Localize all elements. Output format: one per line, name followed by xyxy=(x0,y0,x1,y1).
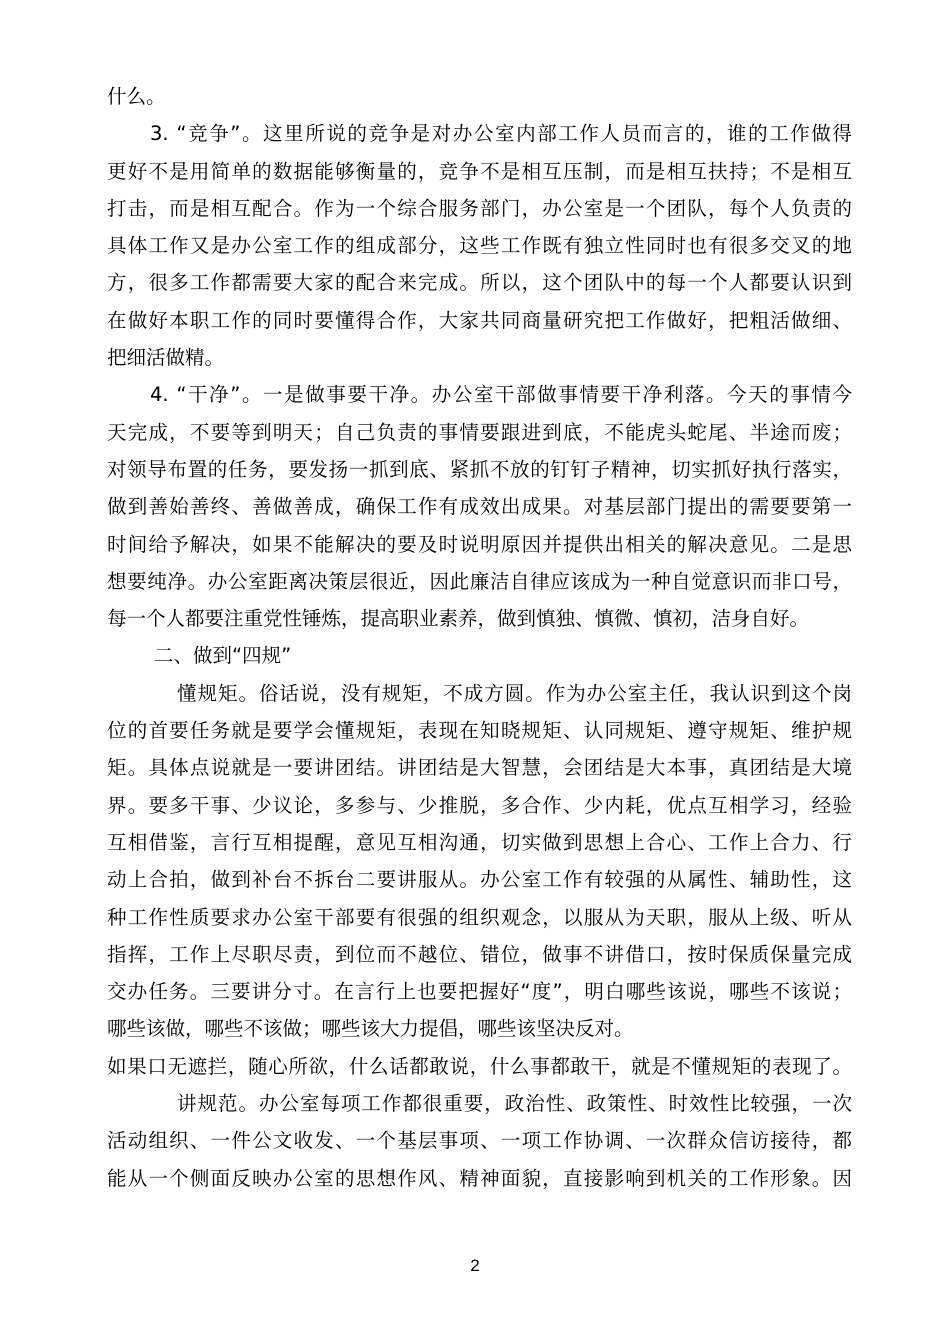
body-text xyxy=(107,78,852,1197)
page-number: 2 xyxy=(470,1256,480,1275)
text-line: 交办任务。三要讲分寸。在言行上也要把握好“度”，明白哪些该说，哪些不该说； xyxy=(107,980,852,1004)
text-line: 具体工作又是办公室工作的组成部分，这些工作既有独立性同时也有很多交叉的地 xyxy=(107,234,852,258)
text-line: 矩。具体点说就是一要讲团结。讲团结是大智慧，会团结是大本事，真团结是大境 xyxy=(107,756,852,780)
text-line: 做到善始善终、善做善成，确保工作有成效出成果。对基层部门提出的需要要第一 xyxy=(107,495,852,519)
text-line: 把细活做精。 xyxy=(107,346,225,370)
text-line: 位的首要任务就是要学会懂规矩，表现在知晓规矩、认同规矩、遵守规矩、维护规 xyxy=(107,719,852,743)
text-line: 界。要多干事、少议论，多参与、少推脱，多合作、少内耗，优点互相学习，经验 xyxy=(107,793,852,817)
text-line: 如果口无遮拦，随心所欲，什么话都敢说，什么事都敢干，就是不懂规矩的表现了。 xyxy=(107,1054,852,1078)
text-line: 互相借鉴，言行互相提醒，意见互相沟通，切实做到思想上合心、工作上合力、行 xyxy=(107,830,852,854)
text-line: 讲规范。办公室每项工作都很重要，政治性、政策性、时效性比较强，一次 xyxy=(177,1092,852,1116)
section-heading: 二、做到“四规” xyxy=(154,644,292,668)
text-line: 4. “干净”。一是做事要干净。办公室干部做事情要干净利落。今天的事情今 xyxy=(150,383,852,407)
text-line: 动上合拍，做到补台不拆台二要讲服从。办公室工作有较强的从属性、辅助性，这 xyxy=(107,868,852,892)
text-line: 对领导布置的任务，要发扬一抓到底、紧抓不放的钉钉子精神，切实抓好执行落实， xyxy=(107,457,852,481)
text-line: 指挥，工作上尽职尽责，到位而不越位、错位，做事不讲借口，按时保质保量完成 xyxy=(107,942,852,966)
text-line: 更好不是用简单的数据能够衡量的，竞争不是相互压制，而是相互扶持；不是相互 xyxy=(107,159,852,183)
text-line: 懂规矩。俗话说，没有规矩，不成方圆。作为办公室主任，我认识到这个岗 xyxy=(177,681,852,705)
text-line: 哪些该做，哪些不该做；哪些该大力提倡，哪些该坚决反对。 xyxy=(107,1017,634,1041)
text-line: 什么。 xyxy=(107,85,166,108)
text-line: 在做好本职工作的同时要懂得合作，大家共同商量研究把工作做好，把粗活做细、 xyxy=(107,308,852,332)
text-line: 想要纯净。办公室距离决策层很近，因此廉洁自律应该成为一种自觉意识而非口号， xyxy=(107,569,852,593)
text-line: 时间给予解决，如果不能解决的要及时说明原因并提供出相关的解决意见。二是思 xyxy=(107,532,852,556)
text-line: 方，很多工作都需要大家的配合来完成。所以，这个团队中的每一个人都要认识到 xyxy=(107,271,852,295)
text-line: 3. “竞争”。这里所说的竞争是对办公室内部工作人员而言的，谁的工作做得 xyxy=(150,122,852,146)
text-line: 天完成，不要等到明天；自己负责的事情要跟进到底，不能虎头蛇尾、半途而废； xyxy=(107,420,852,444)
text-line: 活动组织、一件公文收发、一个基层事项、一项工作协调、一次群众信访接待，都 xyxy=(107,1129,852,1153)
text-line: 打击，而是相互配合。作为一个综合服务部门，办公室是一个团队，每个人负责的 xyxy=(107,196,852,220)
text-line: 每一个人都要注重党性锤炼，提高职业素养，做到慎独、慎微、慎初，洁身自好。 xyxy=(107,607,810,631)
text-line: 能从一个侧面反映办公室的思想作风、精神面貌，直接影响到机关的工作形象。因 xyxy=(107,1166,852,1190)
text-line: 种工作性质要求办公室干部要有很强的组织观念，以服从为天职，服从上级、听从 xyxy=(107,905,852,929)
